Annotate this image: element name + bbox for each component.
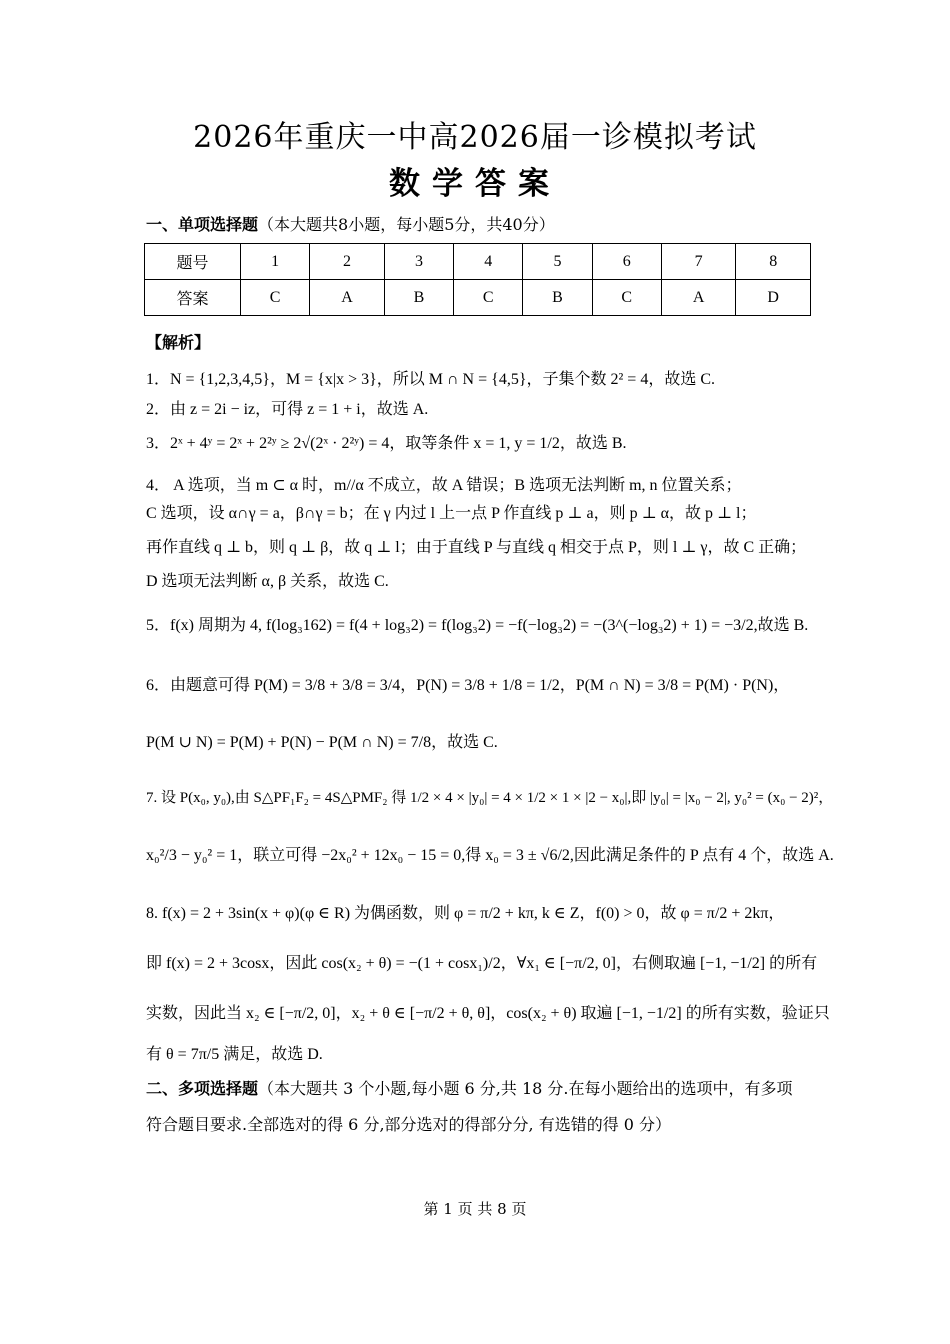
solution-line-8a: 8. f(x) = 2 + 3sin(x + φ)(φ ∈ R) 为偶函数，则 φ = π/2 + kπ, k ∈ Z，f(0) > 0，故 φ = π/2 + 2kπ， bbox=[146, 905, 785, 922]
solution-line-4b: C 选项，设 α∩γ = a，β∩γ = b；在 γ 内过 l 上一点 P 作直线 p ⊥ a，则 p ⊥ α，故 p ⊥ l； bbox=[146, 505, 757, 522]
section2-heading: 二、多项选择题 bbox=[146, 1079, 259, 1098]
page-footer: 第 1 页 共 8 页 bbox=[423, 1200, 527, 1218]
solution-line-8b: 即 f(x) = 2 + 3cosx，因此 cos(x₂ + θ) = −(1 + cosx₁)/2，∀x₁ ∈ [−π/2, 0]，右侧取遍 [−1, −1/2] 的所有 bbox=[146, 955, 818, 972]
table-cell: 2 bbox=[310, 244, 385, 280]
table-cell: 4 bbox=[454, 244, 523, 280]
section1-heading: 一、单项选择题 bbox=[146, 215, 259, 234]
table-cell: 1 bbox=[241, 244, 310, 280]
solution-line-7a: 7. 设 P(x₀, y₀),由 S△PF₁F₂ = 4S△PMF₂ 得 1/2 × 4 × |y₀| = 4 × 1/2 × 1 × |2 − x₀|,即 |y₀| = |x₀ − 2|, y₀² = (x₀ − 2)²， bbox=[146, 790, 834, 806]
table-cell: A bbox=[661, 280, 736, 316]
table-row bbox=[145, 244, 811, 280]
table-row bbox=[145, 280, 811, 316]
solution-line-6a: 6．由题意可得 P(M) = 3/8 + 3/8 = 3/4，P(N) = 3/8 + 1/8 = 1/2，P(M ∩ N) = 3/8 = P(M) · P(N)， bbox=[146, 677, 790, 694]
table-cell: 6 bbox=[592, 244, 661, 280]
table-cell: 5 bbox=[523, 244, 592, 280]
table-cell: A bbox=[310, 280, 385, 316]
row2-label: 答案 bbox=[145, 280, 241, 316]
table-cell: C bbox=[241, 280, 310, 316]
page-subtitle: 数学答案 bbox=[389, 166, 561, 202]
solution-line-3: 3．2ˣ + 4ʸ = 2ˣ + 2²ʸ ≥ 2√(2ˣ · 2²ʸ) = 4，取等条件 x = 1, y = 1/2，故选 B. bbox=[146, 435, 627, 452]
table-cell: B bbox=[384, 280, 453, 316]
analysis-label: 【解析】 bbox=[146, 333, 211, 352]
page-title: 2026年重庆一中高2026届一诊模拟考试 bbox=[193, 120, 757, 155]
solution-line-1: 1．N = {1,2,3,4,5}，M = {x|x > 3}，所以 M ∩ N = {4,5}，子集个数 2² = 4，故选 C. bbox=[146, 371, 715, 388]
section2-header bbox=[146, 1076, 793, 1099]
solution-line-8d: 有 θ = 7π/5 满足，故选 D. bbox=[146, 1046, 323, 1063]
section2-note-line2: 符合题目要求.全部选对的得 6 分,部分选对的得部分分, 有选错的得 0 分） bbox=[146, 1115, 672, 1134]
table-cell: C bbox=[454, 280, 523, 316]
solution-line-8c: 实数，因此当 x₂ ∈ [−π/2, 0]，x₂ + θ ∈ [−π/2 + θ, θ]，cos(x₂ + θ) 取遍 [−1, −1/2] 的所有实数，验证只 bbox=[146, 1005, 830, 1022]
solution-line-5: 5．f(x) 周期为 4, f(log₃162) = f(4 + log₃2) = f(log₃2) = −f(−log₃2) = −(3^(−log₃2) + 1) = −3/2,故选 B. bbox=[146, 617, 809, 634]
solution-line-4c: 再作直线 q ⊥ b，则 q ⊥ β，故 q ⊥ l；由于直线 P 与直线 q 相交于点 P，则 l ⊥ γ，故 C 正确； bbox=[146, 539, 807, 556]
section2-note: （本大题共 3 个小题,每小题 6 分,共 18 分.在每小题给出的选项中，有多项 bbox=[258, 1079, 793, 1098]
solution-line-6b: P(M ∪ N) = P(M) + P(N) − P(M ∩ N) = 7/8，故选 C. bbox=[146, 734, 498, 751]
table-cell: D bbox=[736, 280, 811, 316]
section1-header bbox=[146, 212, 555, 235]
table-cell: B bbox=[523, 280, 592, 316]
solution-line-4a: 4． A 选项，当 m ⊂ α 时，m//α 不成立，故 A 错误；B 选项无法判断 m, n 位置关系； bbox=[146, 477, 742, 494]
section1-note: （本大题共8小题，每小题5分，共40分） bbox=[258, 215, 555, 234]
table-cell: 8 bbox=[736, 244, 811, 280]
solution-line-7b: x₀²/3 − y₀² = 1，联立可得 −2x₀² + 12x₀ − 15 = 0,得 x₀ = 3 ± √6/2,因此满足条件的 P 点有 4 个，故选 A. bbox=[146, 847, 834, 864]
table-cell: 3 bbox=[384, 244, 453, 280]
table-cell: C bbox=[592, 280, 661, 316]
table-cell: 7 bbox=[661, 244, 736, 280]
solution-line-2: 2．由 z = 2i − iz，可得 z = 1 + i，故选 A. bbox=[146, 401, 429, 418]
row1-label: 题号 bbox=[145, 244, 241, 280]
solution-line-4d: D 选项无法判断 α, β 关系，故选 C. bbox=[146, 573, 389, 590]
answer-table bbox=[144, 243, 811, 316]
